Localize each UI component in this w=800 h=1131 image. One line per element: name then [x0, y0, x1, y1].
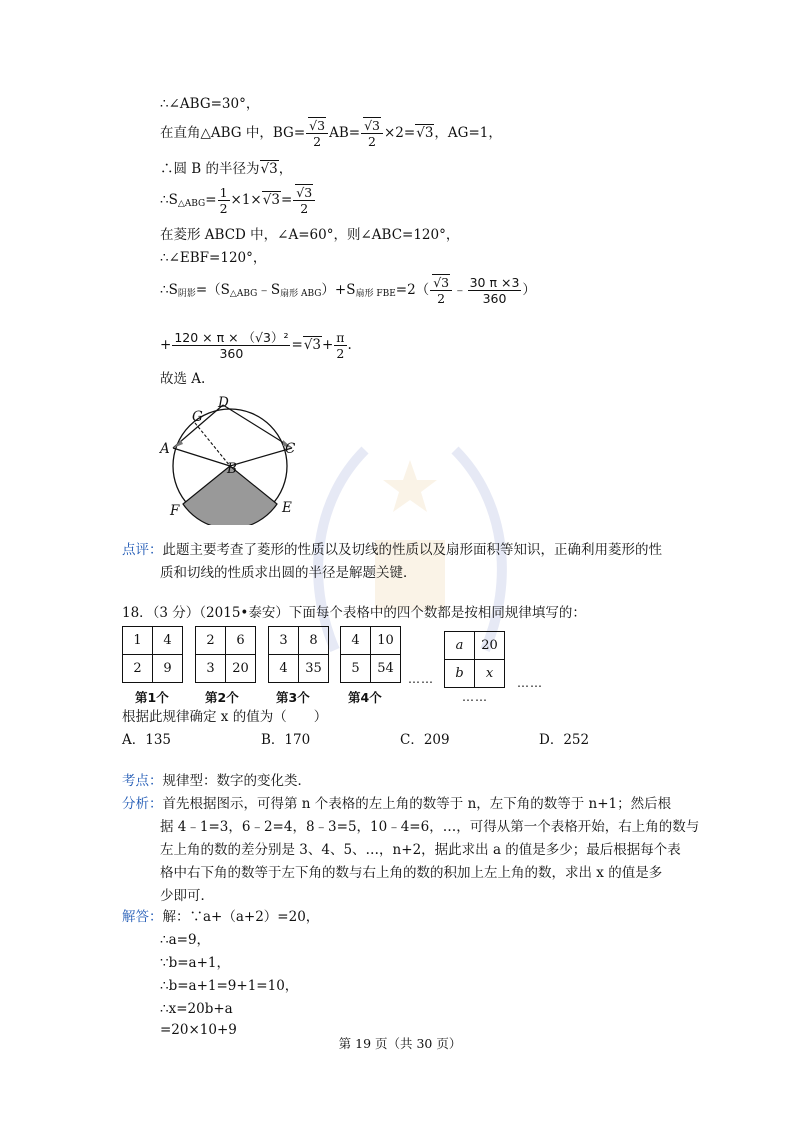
table-cell: 5 — [341, 655, 371, 683]
table-cell: 2 — [123, 655, 153, 683]
solution-line-4: $\therefore S_{\triangle ABG}=$ $\frac{1}{2}$ ×1×√ 3= √ $\frac{3}{2}$ — [160, 185, 316, 216]
jieda-label: 解答： — [122, 909, 163, 925]
fenxi-line-1: 分析：首先根据图示，可得第 n 个表格的左上角的数等于 n，左下角的数等于 n+1；然后根 — [122, 796, 672, 812]
table-cell: 4 — [341, 627, 371, 655]
fenxi-line-3: 左上角的数的差分别是 3、4、5、…，n+2，据此求出 a 的值是多少；最后根据每个表 — [160, 842, 681, 858]
page-footer: 第 19 页（共 30 页） — [338, 1036, 462, 1051]
table-cell: 4 — [269, 655, 299, 683]
kaodian-line: 考点：规律型：数字的变化类． — [122, 773, 311, 789]
option-c: C．209 — [400, 732, 450, 748]
kaodian-label: 考点： — [122, 773, 163, 789]
number-table-1 — [122, 626, 183, 683]
solution-line-1: ∴∠ABG=30°， — [160, 96, 260, 112]
jieda-line-4: ∴b=a+1=9+1=10， — [160, 978, 299, 994]
option-d: D．252 — [539, 732, 590, 748]
fenxi-line-5: 少即可． — [160, 888, 214, 904]
table-cell: 54 — [371, 655, 401, 683]
solution-line-5: 在菱形 ABCD 中，∠A=60°，则∠ABC=120°， — [160, 227, 460, 243]
comment-line-1: 点评：此题主要考查了菱形的性质以及切线的性质以及扇形面积等知识，正确利用菱形的性 — [122, 542, 662, 558]
jieda-line-1: 解答：解：∵a+（a+2）=20， — [122, 909, 320, 925]
number-table-general — [444, 631, 505, 688]
table-cell: 9 — [153, 655, 183, 683]
table-cell: 3 — [269, 627, 299, 655]
jieda-line-5: ∴x=20b+a — [160, 1001, 233, 1017]
table-cell: 20 — [226, 655, 256, 683]
table-cell: 2 — [196, 627, 226, 655]
solution-line-3: ∴圆 B 的半径为√ 3， — [160, 160, 292, 178]
comment-line-2: 质和切线的性质求出圆的半径是解题关键． — [160, 565, 417, 581]
ellipsis: …… — [517, 676, 543, 690]
option-b: B．170 — [261, 732, 311, 748]
point-label-d: D — [218, 395, 229, 411]
jieda-line-2: ∴a=9， — [160, 932, 211, 948]
point-label-b: B — [227, 461, 237, 477]
table-caption-3: 第3个 — [276, 690, 310, 705]
table-caption-4: 第4个 — [348, 690, 382, 705]
jieda-line-3: ∵b=a+1， — [160, 955, 230, 971]
ellipsis: …… — [462, 690, 488, 704]
solution-line-7: $\therefore S_{阴影}=(S_{\triangle ABG}﹣S_{扇形 ABG})+S_{扇形 FBE}=2$（ √ $\frac{3}{2}$ ﹣ $\frac{30 \pi \times 3}{360}$ ） — [160, 275, 536, 306]
table-cell: 10 — [371, 627, 401, 655]
table-cell: b — [445, 660, 475, 688]
point-label-c: C — [285, 441, 296, 457]
solution-line-8: + $\frac{\text{120 × π × （√3）²}}{360}$ =√ 3+ $\frac{\pi}{2}$ . — [160, 330, 352, 361]
table-caption-1: 第1个 — [135, 690, 169, 705]
number-table-2 — [195, 626, 256, 683]
jieda-line-6: =20×10+9 — [160, 1022, 237, 1038]
table-cell: x — [475, 660, 505, 688]
solution-line-6: ∴∠EBF=120°， — [160, 250, 267, 266]
table-cell: 6 — [226, 627, 256, 655]
table-cell: 3 — [196, 655, 226, 683]
fenxi-line-2: 据 4﹣1=3，6﹣2=4，8﹣3=5，10﹣4=6，…，可得从第一个表格开始，右上角的数与 — [160, 819, 700, 835]
fenxi-line-4: 格中右下角的数等于左下角的数与右上角的数的积加上左上角的数，求出 x 的值是多 — [160, 865, 663, 881]
ellipsis: …… — [408, 672, 434, 686]
fenxi-label: 分析： — [122, 796, 163, 812]
table-cell: 1 — [123, 627, 153, 655]
point-label-e: E — [282, 500, 292, 516]
table-cell: 20 — [475, 632, 505, 660]
solution-conclusion: 故选 A. — [160, 371, 206, 387]
comment-label: 点评： — [122, 542, 163, 558]
table-cell: 35 — [299, 655, 329, 683]
point-label-f: F — [170, 503, 180, 519]
number-table-3 — [268, 626, 329, 683]
table-caption-2: 第2个 — [205, 690, 239, 705]
table-cell: 8 — [299, 627, 329, 655]
solution-line-2: 在直角△ABG 中，BG= √ $\frac{3}{2}$ AB= √ $\frac{3}{2}$ ×2=√ 3，AG=1， — [160, 118, 502, 149]
question-18-stem: 18．（3 分）（2015•泰安）下面每个表格中的四个数都是按相同规律填写的： — [122, 605, 586, 621]
point-label-g: G — [192, 409, 203, 425]
point-label-a: A — [160, 441, 170, 457]
number-table-4 — [340, 626, 401, 683]
table-cell: a — [445, 632, 475, 660]
table-cell: 4 — [153, 627, 183, 655]
option-a: A．135 — [122, 732, 172, 748]
question-18-prompt: 根据此规律确定 x 的值为（ ） — [122, 709, 328, 725]
